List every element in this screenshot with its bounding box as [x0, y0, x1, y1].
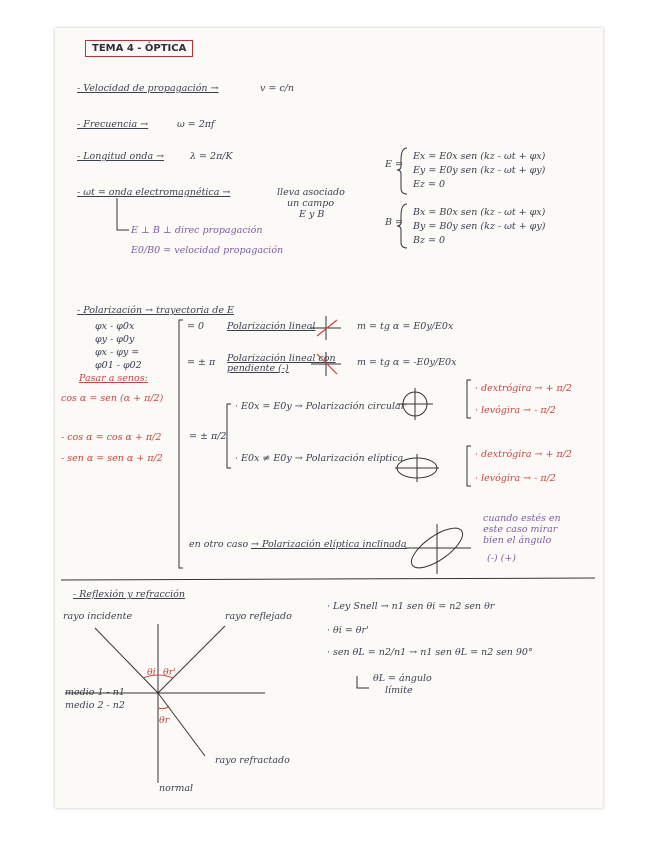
E-line-1: Ex = E0x sen (kz - ωt + φx)	[413, 151, 546, 162]
phase-2: φy - φ0y	[95, 334, 135, 345]
onda-em-desc1: lleva asociado	[277, 187, 345, 198]
longitud-label: - Longitud onda →	[77, 151, 165, 162]
E-brace	[397, 148, 407, 194]
nota-1: cuando estés en	[483, 513, 561, 524]
rayo-reflejado: rayo reflejado	[225, 611, 292, 622]
case-0-extra: m = tg α = E0y/E0x	[357, 321, 454, 332]
limite-1: θL = ángulo	[373, 673, 432, 684]
reflection-diagram	[65, 624, 265, 783]
sen-identity: - sen α = sen α + π/2	[61, 453, 163, 464]
dex-brace-1	[467, 380, 471, 418]
angle-i: θi	[147, 667, 156, 678]
case-2-cond: = ± π/2	[189, 431, 227, 442]
section-divider	[61, 578, 595, 580]
elliptical-sketch	[395, 454, 439, 482]
linear-axes-1	[311, 316, 341, 340]
case-2-sub2: · E0x ≠ E0y → Polarización elíptica	[235, 453, 404, 464]
case-1-extra: m = tg α = -E0y/E0x	[357, 357, 457, 368]
cos-identity-1: cos α = sen (α + π/2)	[61, 393, 164, 404]
B-line-1: Bx = B0x sen (kz - ωt + φx)	[413, 207, 546, 218]
angle-r-prime: θr'	[163, 667, 176, 678]
phase-4: φ01 - φ02	[95, 360, 142, 371]
normal-label: normal	[159, 783, 194, 794]
rayo-incidente: rayo incidente	[63, 611, 133, 622]
case-1-cond: = ± π	[187, 357, 216, 368]
signos: (-) (+)	[487, 553, 517, 564]
pol-brace	[179, 320, 183, 568]
E-line-3: Ez = 0	[413, 179, 445, 190]
B-line-2: By = B0y sen (kz - ωt + φy)	[413, 221, 546, 232]
perp-line: E ⊥ B ⊥ direc propagación	[131, 225, 263, 236]
case-1-name: Polarización lineal con pendiente (-)	[227, 353, 336, 374]
velocidad-formula: v = c/n	[260, 83, 295, 94]
longitud-formula: λ = 2π/K	[190, 151, 233, 162]
linear-axes-2	[311, 352, 341, 376]
E-label: E =	[385, 159, 403, 170]
page-title: TEMA 4 - ÓPTICA	[85, 40, 193, 57]
nota-2: este caso mirar	[483, 524, 558, 535]
medio-1: medio 1 - n1	[65, 687, 125, 698]
seno-limite: · sen θL = n2/n1 → n1 sen θL = n2 sen 90°	[327, 647, 533, 658]
angulo-igual: · θi = θr'	[327, 625, 369, 636]
reflexion-label: - Reflexión y refracción	[73, 589, 186, 600]
case-3-name: → Polarización elíptica inclinada	[251, 539, 407, 550]
rayo-refractado: rayo refractado	[215, 755, 290, 766]
notebook-page	[55, 28, 603, 808]
onda-em-label: - ωt = onda electromagnética →	[77, 187, 231, 198]
dex-brace-2	[467, 446, 471, 486]
case-2-sub1: · E0x = E0y → Polarización circular	[235, 401, 406, 412]
circ-brace	[227, 404, 231, 468]
cos-identity-2: - cos α = cos α + π/2	[61, 432, 162, 443]
ratio-line: E0/B0 = velocidad propagación	[131, 245, 284, 256]
dextrogira-2: · dextrógira → + π/2	[475, 449, 572, 460]
phase-3: φx - φy =	[95, 347, 140, 358]
limite-arrow	[357, 676, 369, 688]
levogira-2: · levógira → - π/2	[475, 473, 556, 484]
velocidad-label: - Velocidad de propagación →	[77, 83, 219, 94]
pasar-senos: Pasar a senos:	[79, 373, 148, 384]
B-label: B =	[385, 217, 403, 228]
case-0-name: Polarización lineal	[227, 321, 316, 332]
inclined-ellipse-sketch	[405, 521, 471, 575]
medio-2: medio 2 - n2	[65, 700, 125, 711]
polarizacion-label: - Polarización → trayectoria de E	[77, 305, 234, 316]
levogira-1: · levógira → - π/2	[475, 405, 556, 416]
onda-em-desc2: un campo	[287, 198, 335, 209]
onda-em-desc3: E y B	[299, 209, 325, 220]
nota-3: bien el ángulo	[483, 535, 552, 546]
case-3-cond: en otro caso	[189, 539, 249, 550]
sketches	[55, 28, 603, 808]
frecuencia-label: - Frecuencia →	[77, 119, 149, 130]
B-line-3: Bz = 0	[413, 235, 446, 246]
angle-t: θr	[159, 715, 170, 726]
B-brace	[397, 204, 407, 248]
E-line-2: Ey = E0y sen (kz - ωt + φy)	[413, 165, 546, 176]
perp-arrow	[117, 198, 129, 230]
limite-2: límite	[385, 685, 413, 696]
frecuencia-formula: ω = 2πf	[177, 119, 215, 130]
ley-snell: · Ley Snell → n1 sen θi = n2 sen θr	[327, 601, 495, 612]
dextrogira-1: · dextrógira → + π/2	[475, 383, 572, 394]
phase-1: φx - φ0x	[95, 321, 135, 332]
circular-sketch	[397, 388, 433, 420]
case-0-cond: = 0	[187, 321, 205, 332]
